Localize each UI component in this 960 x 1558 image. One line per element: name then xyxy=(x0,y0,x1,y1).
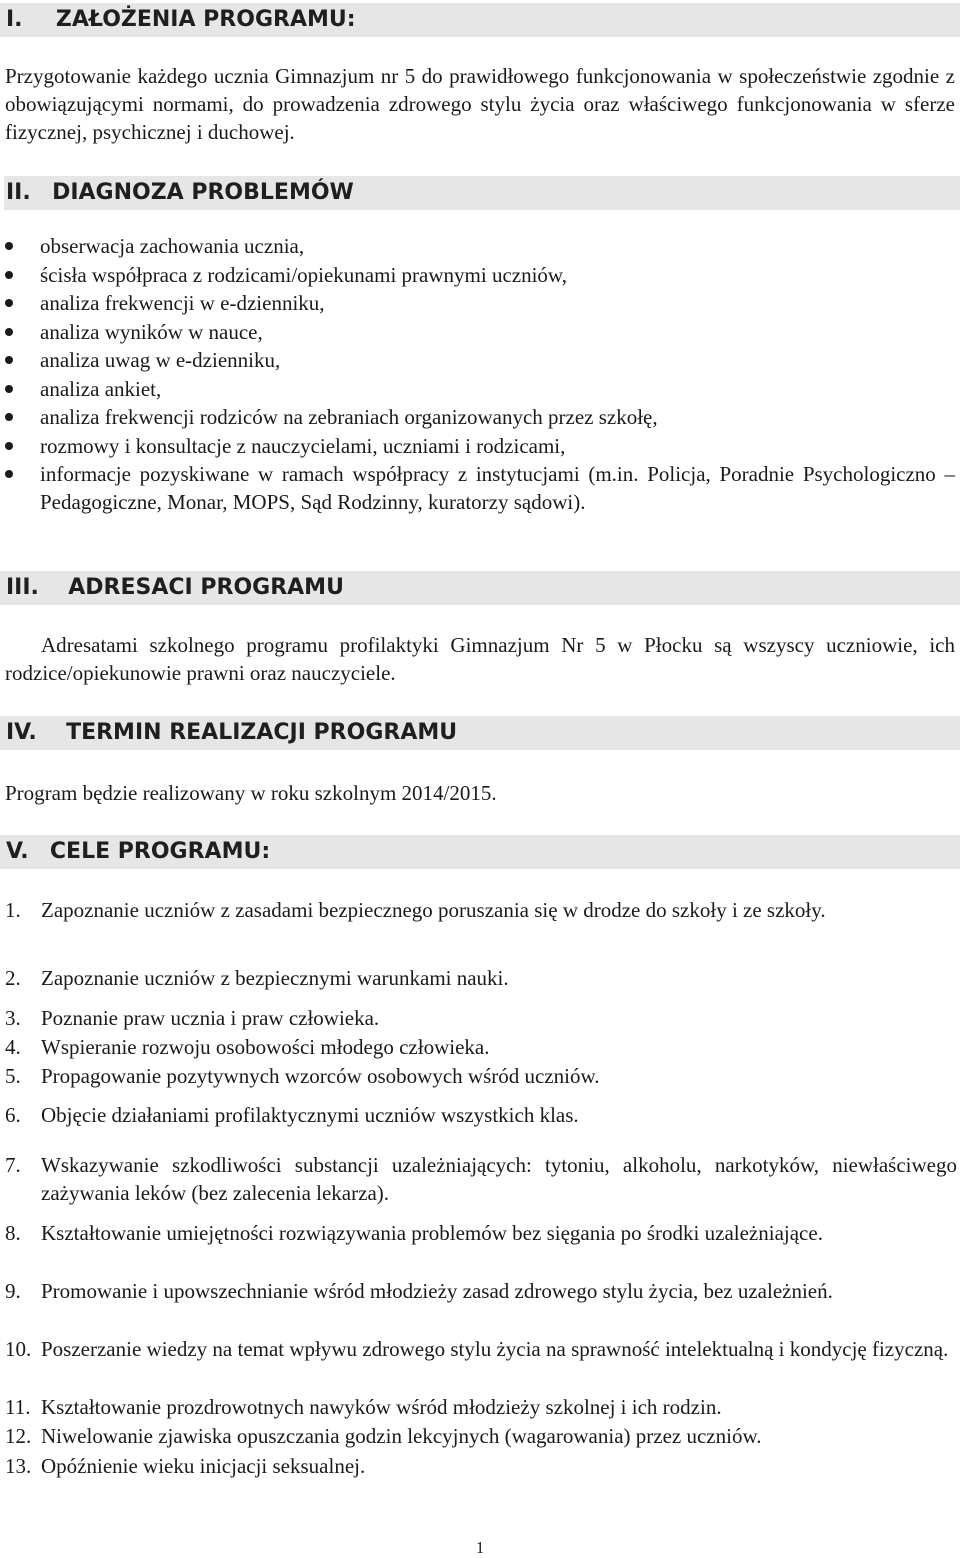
list-item xyxy=(0,1393,960,1421)
list-item-text: Zapoznanie uczniów z zasadami bezpiecznego poruszania się w drodze do szkoły i ze szkoły. xyxy=(41,898,826,922)
list-item xyxy=(0,375,960,404)
list-item-text: Opóźnienie wieku inicjacji seksualnej. xyxy=(41,1454,366,1478)
list-item xyxy=(0,403,960,432)
list-item xyxy=(0,1101,960,1129)
list-item xyxy=(0,432,960,461)
list-item xyxy=(0,289,960,318)
list-item-number: 9. xyxy=(5,1279,21,1303)
list-item-text: Objęcie działaniami profilaktycznymi uczniów wszystkich klas. xyxy=(41,1103,579,1127)
list-item xyxy=(0,896,960,924)
section-number: V. xyxy=(6,839,29,864)
list-item xyxy=(0,1452,960,1480)
page-number: 1 xyxy=(475,1538,485,1557)
list-item-text: Promowanie i upowszechnianie wśród młodzieży zasad zdrowego stylu życia, bez uzależnień. xyxy=(41,1279,833,1303)
list-item xyxy=(0,232,960,261)
section-number: IV. xyxy=(6,720,37,745)
bullet-icon xyxy=(5,299,13,307)
term-paragraph: Program będzie realizowany w roku szkolnym 2014/2015. xyxy=(5,781,497,805)
list-item xyxy=(0,1277,960,1305)
recipients-paragraph: Adresatami szkolnego programu profilaktyki Gimnazjum Nr 5 w Płocku są wszyscy uczniowie, ich rodzice/opiekunowie prawni oraz nauczyciele. xyxy=(5,633,955,685)
list-item-number: 3. xyxy=(5,1006,21,1030)
section-number: III. xyxy=(6,575,39,600)
bullet-icon xyxy=(5,328,13,336)
list-item-text: ścisła współpraca z rodzicami/opiekunami prawnymi uczniów, xyxy=(40,262,567,287)
list-item-text: Poznanie praw ucznia i praw człowieka. xyxy=(41,1006,380,1030)
list-item-text: informacje pozyskiwane w ramach współpracy z instytucjami (m.in. Policja, Poradnie Psychologiczno – Pedagogiczne, Monar, MOPS, Sąd Rodzinny, kuratorzy sądowi). xyxy=(40,462,955,514)
list-item-number: 13. xyxy=(5,1454,32,1478)
list-item xyxy=(0,261,960,290)
bullet-icon xyxy=(5,385,13,393)
bullet-icon xyxy=(5,442,13,450)
section-heading-5 xyxy=(0,835,960,869)
intro-paragraph: Przygotowanie każdego ucznia Gimnazjum nr 5 do prawidłowego funkcjonowania w społeczeństwie zgodnie z obowiązującymi normami, do prowadzenia zdrowego stylu życia oraz właściwego funkcjonowania w sferze fizycznej, psychicznej i duchowej. xyxy=(5,64,955,144)
list-item-text: Kształtowanie prozdrowotnych nawyków wśród młodzieży szkolnej i ich rodzin. xyxy=(41,1395,722,1419)
list-item-number: 1. xyxy=(5,898,21,922)
section-title: ADRESACI PROGRAMU xyxy=(68,575,344,600)
list-item-text: Kształtowanie umiejętności rozwiązywania problemów bez sięgania po środki uzależniające. xyxy=(41,1221,823,1245)
list-item-text: Wspieranie rozwoju osobowości młodego człowieka. xyxy=(41,1035,490,1059)
list-item-text: Zapoznanie uczniów z bezpiecznymi warunkami nauki. xyxy=(41,966,509,990)
list-item xyxy=(0,1422,960,1450)
list-item xyxy=(0,1062,960,1090)
diagnosis-list xyxy=(0,232,960,516)
bullet-icon xyxy=(5,413,13,421)
section-title: ZAŁOŻENIA PROGRAMU: xyxy=(55,7,356,32)
section-title: DIAGNOZA PROBLEMÓW xyxy=(52,180,354,205)
list-item xyxy=(0,1335,960,1363)
list-item xyxy=(0,1004,960,1032)
list-item xyxy=(0,1033,960,1061)
list-item-number: 5. xyxy=(5,1064,21,1088)
list-item-number: 2. xyxy=(5,966,21,990)
list-item-text: Poszerzanie wiedzy na temat wpływu zdrowego stylu życia na sprawność intelektualną i kondycję fizyczną. xyxy=(41,1337,949,1361)
list-item-text: rozmowy i konsultacje z nauczycielami, uczniami i rodzicami, xyxy=(40,433,566,458)
section-title: CELE PROGRAMU: xyxy=(49,839,271,864)
list-item-number: 7. xyxy=(5,1153,21,1177)
bullet-icon xyxy=(5,271,13,279)
list-item xyxy=(0,460,960,516)
section-heading-2 xyxy=(4,176,960,210)
bullet-icon xyxy=(5,242,13,250)
list-item-number: 11. xyxy=(5,1395,31,1419)
bullet-icon xyxy=(5,470,13,478)
list-item-text: Propagowanie pozytywnych wzorców osobowych wśród uczniów. xyxy=(41,1064,600,1088)
bullet-icon xyxy=(5,356,13,364)
list-item-number: 6. xyxy=(5,1103,21,1127)
list-item-text: Niwelowanie zjawiska opuszczania godzin lekcyjnych (wagarowania) przez uczniów. xyxy=(41,1424,762,1448)
section-heading-4 xyxy=(0,716,960,750)
list-item-text: analiza uwag w e-dzienniku, xyxy=(40,348,281,372)
list-item xyxy=(0,964,960,992)
section-heading-1 xyxy=(0,3,960,37)
section-title: TERMIN REALIZACJI PROGRAMU xyxy=(66,720,458,745)
section-number: I. xyxy=(6,7,23,32)
list-item-number: 4. xyxy=(5,1035,21,1059)
list-item xyxy=(0,318,960,347)
list-item-text: analiza wyników w nauce, xyxy=(40,319,263,344)
list-item-number: 8. xyxy=(5,1221,21,1245)
list-item-text: Wskazywanie szkodliwości substancji uzależniających: tytoniu, alkoholu, narkotyków, niewłaściwego zażywania leków (bez zalecenia lekarza). xyxy=(41,1153,957,1205)
list-item xyxy=(0,346,960,375)
list-item xyxy=(0,1219,960,1247)
list-item-text: analiza frekwencji rodziców na zebraniach organizowanych przez szkołę, xyxy=(40,405,658,429)
list-item-number: 12. xyxy=(5,1424,32,1448)
section-number: II. xyxy=(6,180,31,205)
list-item-number: 10. xyxy=(5,1337,32,1361)
list-item-text: obserwacja zachowania ucznia, xyxy=(40,234,305,258)
list-item xyxy=(0,1151,960,1207)
list-item-text: analiza ankiet, xyxy=(40,376,162,401)
section-heading-3 xyxy=(0,571,960,605)
list-item-text: analiza frekwencji w e-dzienniku, xyxy=(40,291,325,315)
